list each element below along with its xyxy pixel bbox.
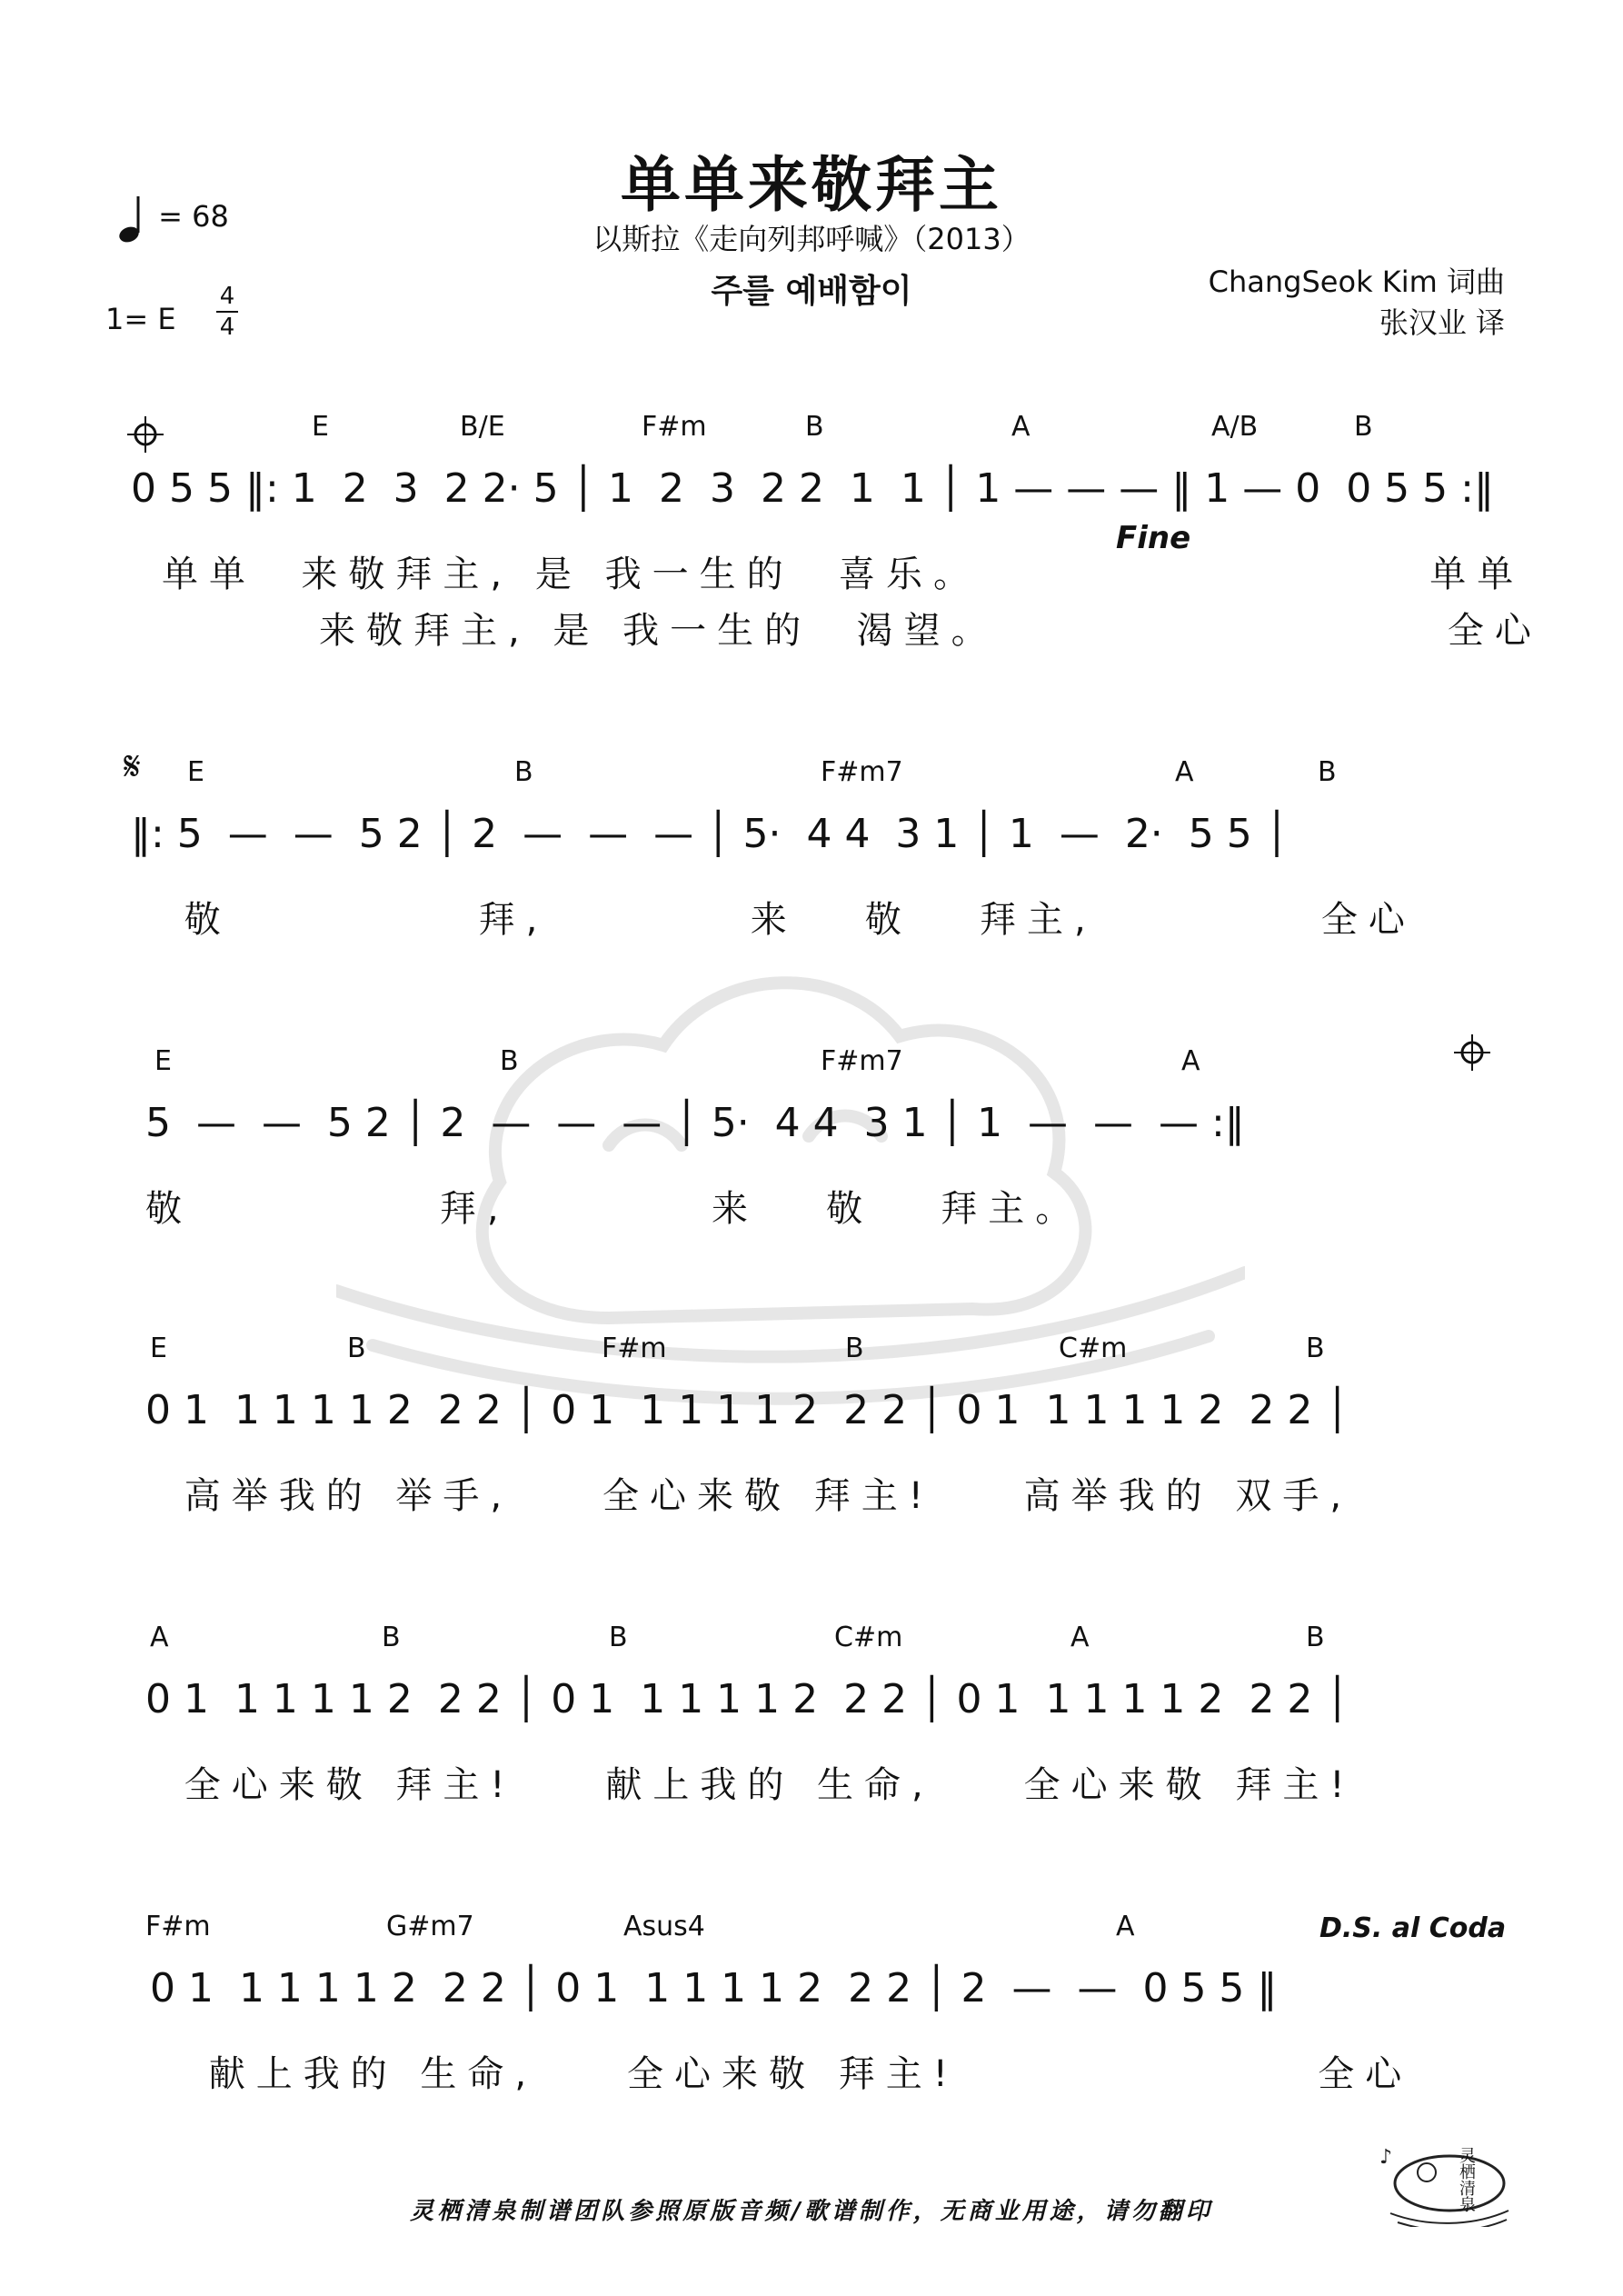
time-bottom: 4 xyxy=(219,314,235,341)
chord: A xyxy=(1116,1911,1135,1942)
notation-line: 0 1 1 1 1 1 2 2 2 │ 0 1 1 1 1 1 2 2 2 │ 2 — — 0 5 5 ‖ xyxy=(150,1965,1278,2011)
chord: E xyxy=(187,756,204,788)
segno-icon: 𝄋 xyxy=(124,744,141,790)
chord: C#m xyxy=(1059,1333,1128,1364)
ds-al-coda-marking: D.S. al Coda xyxy=(1319,1912,1507,1944)
chord: E xyxy=(312,411,329,443)
chord: E xyxy=(150,1333,167,1364)
lyrics-verse-1: 敬 拜, 来 敬 拜主, 全心 xyxy=(162,899,1416,941)
chord: E xyxy=(154,1045,172,1077)
chord: A xyxy=(1175,756,1194,788)
chord: B xyxy=(1318,756,1337,788)
chord: B xyxy=(500,1045,519,1077)
chord: A xyxy=(1070,1622,1090,1653)
chord: B xyxy=(1306,1622,1325,1653)
svg-text:♪: ♪ xyxy=(1379,2146,1393,2169)
korean-title: 주를 예배함이 xyxy=(711,273,912,310)
chord: B xyxy=(609,1622,628,1653)
fine-marking: Fine xyxy=(1116,520,1191,556)
notation-line: ‖: 5 — — 5 2 │ 2 — — — │ 5· 4 4 3 1 │ 1 — 2· 5 5 │ xyxy=(131,811,1289,857)
chord: B xyxy=(1354,411,1373,443)
chord: B xyxy=(805,411,824,443)
chord: A xyxy=(1011,411,1031,443)
composer-credit: ChangSeok Kim 词曲 xyxy=(1208,265,1505,299)
lyrics-verse-1: 献上我的 生命, 全心来敬 拜主! 全心 xyxy=(186,2053,1413,2095)
chord: B xyxy=(845,1333,864,1364)
chord: B xyxy=(347,1333,366,1364)
chord: A xyxy=(150,1622,169,1653)
notation-line: 5 — — 5 2 │ 2 — — — │ 5· 4 4 3 1 │ 1 — — — :‖ xyxy=(145,1100,1245,1146)
chord: C#m xyxy=(834,1622,903,1653)
chord: G#m7 xyxy=(386,1911,474,1942)
chord: B/E xyxy=(460,411,505,443)
logo-text: 灵栖清泉 xyxy=(1457,2147,1476,2212)
lyrics-verse-1: 单单 来敬拜主, 是 我一生的 喜乐。 单单 xyxy=(162,554,1525,595)
chord: F#m xyxy=(602,1333,667,1364)
lyrics-verse-1: 全心来敬 拜主! 献上我的 生命, 全心来敬 拜主! xyxy=(162,1764,1356,1806)
chord: F#m xyxy=(642,411,707,443)
lyrics-verse-1: 敬 拜, 来 敬 拜主。 xyxy=(145,1188,1083,1230)
key-signature: 1= E xyxy=(105,302,176,336)
coda-icon xyxy=(1454,1034,1490,1071)
song-source: 以斯拉《走向列邦呼喊》（2013） xyxy=(592,222,1031,256)
chord: F#m7 xyxy=(821,1045,903,1077)
notation-line: 0 5 5 ‖: 1 2 3 2 2· 5 │ 1 2 3 2 2 1 1 │ 1 — — — ‖ 1 — 0 0 5 5 :‖ xyxy=(131,465,1494,512)
chord: A xyxy=(1181,1045,1200,1077)
chord: F#m xyxy=(145,1911,211,1942)
lyrics-verse-1: 高举我的 举手, 全心来敬 拜主! 高举我的 双手, xyxy=(162,1475,1353,1517)
chord: Asus4 xyxy=(623,1911,705,1942)
time-top: 4 xyxy=(219,283,235,310)
notation-line: 0 1 1 1 1 1 2 2 2 │ 0 1 1 1 1 1 2 2 2 │ 0 1 1 1 1 1 2 2 2 │ xyxy=(145,1387,1349,1433)
time-signature xyxy=(216,284,238,340)
lyrics-verse-2: 来敬拜主, 是 我一生的 渴望。 全心 xyxy=(162,610,1542,652)
song-title: 单单来敬拜主 xyxy=(621,150,1002,220)
chord: B xyxy=(1306,1333,1325,1364)
tempo-value: = 68 xyxy=(158,199,229,234)
translator-credit: 张汉业 译 xyxy=(1379,305,1505,340)
footer-note: 灵栖清泉制谱团队参照原版音频/歌谱制作，无商业用途，请勿翻印 xyxy=(410,2198,1213,2225)
chord: A/B xyxy=(1211,411,1259,443)
chord: B xyxy=(514,756,533,788)
notation-line: 0 1 1 1 1 1 2 2 2 │ 0 1 1 1 1 1 2 2 2 │ 0 1 1 1 1 1 2 2 2 │ xyxy=(145,1676,1349,1722)
chord: F#m7 xyxy=(821,756,903,788)
chord: B xyxy=(382,1622,401,1653)
coda-icon xyxy=(127,416,164,453)
